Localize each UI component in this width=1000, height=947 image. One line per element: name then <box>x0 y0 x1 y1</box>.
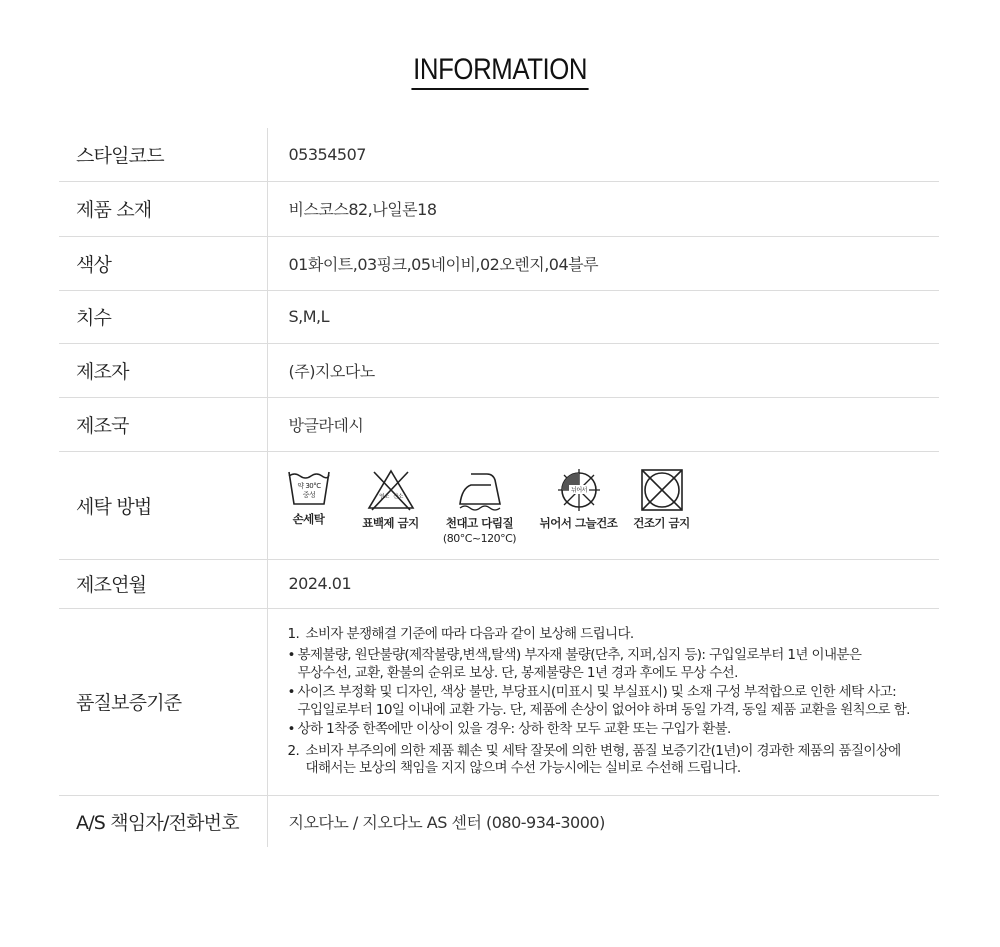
row-value-size: S,M,L <box>267 290 939 343</box>
table-row <box>59 236 939 290</box>
table-row <box>59 559 939 608</box>
flat-dry-shade-icon <box>555 468 603 512</box>
quality-list <box>288 626 932 778</box>
no-bleach-icon <box>366 468 416 512</box>
table-row <box>59 181 939 236</box>
table-row <box>59 397 939 451</box>
iron-caption-temp: (80°C~120°C) <box>442 532 517 545</box>
row-value-style-code: 05354507 <box>267 128 939 181</box>
hand-wash-neutral: 중성 <box>302 491 315 499</box>
wash-icons <box>289 464 940 546</box>
row-value-wash <box>267 451 939 559</box>
table-row <box>59 128 939 181</box>
table-row <box>59 343 939 397</box>
quality-item-1-num: 1. <box>287 625 300 642</box>
wash-item-hand <box>289 468 329 527</box>
page-title: INFORMATION <box>411 52 588 90</box>
row-value-material: 비스코스82,나일론18 <box>267 181 939 236</box>
tumble-caption: 건조기 금지 <box>633 516 690 530</box>
bleach-oxygen: 산소 <box>392 494 403 500</box>
row-label-size: 치수 <box>59 290 267 343</box>
wash-item-bleach <box>362 468 420 531</box>
row-label-manufacturer: 제조자 <box>59 343 267 397</box>
row-label-as: A/S 책임자/전화번호 <box>59 795 267 847</box>
row-value-manufacturer: (주)지오다노 <box>267 343 939 397</box>
iron-caption <box>443 516 516 546</box>
quality-bullet-1: • 봉제불량, 원단불량(제작불량,변색,탈색) 부자재 불량(단추, 지퍼,심지 등): 구입일로부터 1년 이내분은 무상수선, 교환, 환불의 순위로 보상. 단, 봉제불량은 1년 경과 후에도 무상 수선. <box>287 647 862 681</box>
row-label-wash: 세탁 방법 <box>59 451 267 559</box>
table-row <box>59 290 939 343</box>
flat-dry-label: 뉘어서 <box>570 487 587 494</box>
product-info-table <box>59 128 939 847</box>
no-tumble-dry-icon <box>639 468 685 512</box>
row-value-quality <box>267 608 939 795</box>
row-value-date: 2024.01 <box>267 559 939 608</box>
row-label-quality: 품질보증기준 <box>59 608 267 795</box>
wash-item-tumble <box>627 468 697 531</box>
hand-wash-caption: 손세탁 <box>292 512 325 526</box>
quality-bullet-3: • 상하 1착중 한쪽에만 이상이 있을 경우: 상하 한착 모두 교환 또는 구입가 환불. <box>287 721 731 737</box>
quality-item-2-num: 2. <box>287 742 300 759</box>
quality-item-2-line2: 대해서는 보상의 책임을 지지 않으며 수선 가능시에는 실비로 수선해 드립니다. <box>305 760 741 776</box>
dry-caption: 뉘어서 그늘건조 <box>539 516 618 530</box>
row-label-color: 색상 <box>59 236 267 290</box>
iron-icon <box>457 468 503 512</box>
quality-bullet-2-line1: 사이즈 부정확 및 디자인, 색상 불만, 부당표시(미표시 및 부실표시) 및 소재 구성 부적합으로 인한 세탁 사고: <box>297 684 897 700</box>
wash-item-dry <box>539 468 619 531</box>
row-label-style-code: 스타일코드 <box>59 128 267 181</box>
hand-wash-icon <box>287 468 331 508</box>
row-label-material: 제품 소재 <box>59 181 267 236</box>
table-row <box>59 795 939 847</box>
hand-wash-temp: 약 30°C <box>296 482 321 490</box>
quality-bullet-2: • 사이즈 부정확 및 디자인, 색상 불만, 부당표시(미표시 및 부실표시) 및 소재 구성 부적합으로 인한 세탁 사고: 구입일로부터 10일 이내에 교환 가능. 단, 제품에 손상이 없어야 하며 동일 가격, 동일 제품 교환을 원칙으로 함. <box>287 684 910 718</box>
row-value-as: 지오다노 / 지오다노 AS 센터 (080-934-3000) <box>288 812 605 832</box>
quality-item-2 <box>288 743 932 778</box>
row-label-date: 제조연월 <box>59 559 267 608</box>
quality-bullet-3-line1: 상하 1착중 한쪽에만 이상이 있을 경우: 상하 한착 모두 교환 또는 구입가 환불. <box>297 721 731 737</box>
quality-item-1 <box>288 626 932 644</box>
table-row <box>59 451 939 559</box>
iron-caption-main: 천대고 다림질 <box>445 516 514 530</box>
row-value-color: 01화이트,03핑크,05네이비,02오렌지,04블루 <box>267 236 939 290</box>
quality-bullet-2-line2: 구입일로부터 10일 이내에 교환 가능. 단, 제품에 손상이 없어야 하며 동일 가격, 동일 제품 교환을 원칙으로 함. <box>297 701 910 718</box>
row-value-country: 방글라데시 <box>267 397 939 451</box>
quality-item-1-text: 소비자 분쟁해결 기준에 따라 다음과 같이 보상해 드립니다. <box>305 625 634 642</box>
table-row <box>59 608 939 795</box>
quality-bullet-1-line2: 무상수선, 교환, 환불의 순위로 보상. 단, 봉제불량은 1년 경과 후에도 무상 수선. <box>297 664 738 681</box>
row-label-country: 제조국 <box>59 397 267 451</box>
bleach-caption: 표백제 금지 <box>362 516 419 530</box>
bleach-chlorine: 염소 <box>378 494 389 500</box>
quality-bullet-1-line1: 봉제불량, 원단불량(제작불량,변색,탈색) 부자재 불량(단추, 지퍼,심지 등): 구입일로부터 1년 이내분은 <box>297 647 862 663</box>
quality-item-2-line1: 소비자 부주의에 의한 제품 훼손 및 세탁 잘못에 의한 변형, 품질 보증기간(1년)이 경과한 제품의 품질이상에 <box>305 742 901 759</box>
title-wrap <box>0 52 1000 90</box>
wash-item-iron <box>442 468 517 546</box>
